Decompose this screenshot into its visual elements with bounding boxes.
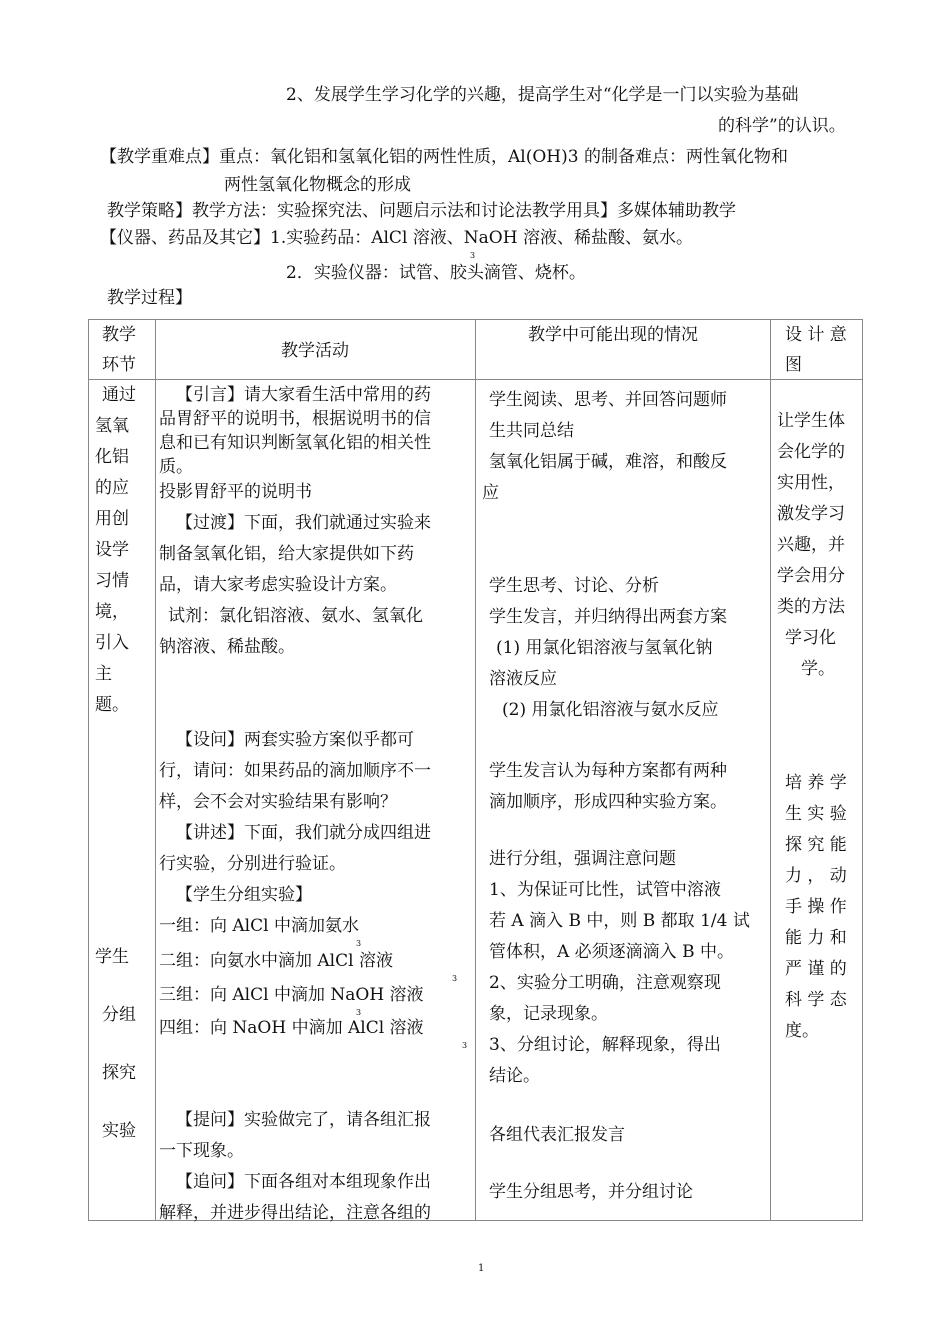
intent-text: 学习化 — [785, 628, 836, 648]
situation-line: 滴加顺序，形成四种实验方案。 — [489, 792, 727, 812]
strategy-line: 教学策略】教学方法：实验探究法、问题启示法和讨论法教学用具】多媒体辅助教学 — [107, 201, 736, 221]
situation-line: 进行分组，强调注意问题 — [489, 849, 676, 869]
activity-line: 品，请大家考虑实验设计方案。 — [159, 575, 397, 595]
activity-line: 【讲述】下面，我们就分成四组进 — [176, 823, 431, 843]
materials-subscript: 3 — [470, 251, 476, 260]
activity-line: 一下现象。 — [159, 1141, 244, 1161]
activity-line: 制备氢氧化铝，给大家提供如下药 — [159, 544, 414, 564]
stage-text: 氢氧 — [95, 416, 129, 436]
activity-line: 品胃舒平的说明书，根据说明书的信 — [159, 409, 431, 429]
intent-text: 手 操 作 — [785, 897, 847, 917]
situation-line: 溶液反应 — [489, 669, 557, 689]
activity-line: 二组：向氨水中滴加 AlCl 溶液 — [159, 951, 393, 971]
activity-line: 行，请问：如果药品的滴加顺序不一 — [159, 761, 431, 781]
stage-text: 设学 — [95, 540, 129, 560]
situation-line: (1) 用氯化铝溶液与氢氧化钠 — [496, 638, 713, 658]
intent-text: 激发学习 — [777, 504, 845, 524]
situation-line: 象，记录现象。 — [489, 1004, 608, 1024]
stage-text: 题。 — [95, 695, 129, 715]
intent-column — [771, 380, 863, 1221]
situation-line: 管体积，A 必须逐滴滴入 B 中。 — [489, 942, 734, 962]
situation-line: 学生阅读、思考、并回答问题师 — [489, 390, 727, 410]
activity-line: 【追问】下面各组对本组现象作出 — [176, 1172, 431, 1192]
situation-line: 学生发言，并归纳得出两套方案 — [489, 607, 727, 627]
header-stage-line-1: 教学 — [102, 325, 136, 345]
situation-line: 3、分组讨论，解释现象，得出 — [489, 1035, 721, 1055]
stage-text: 引入 — [95, 633, 129, 653]
situation-line: 结论。 — [489, 1066, 540, 1086]
intent-text: 严 谨 的 — [785, 959, 847, 979]
intent-text: 生 实 验 — [785, 804, 847, 824]
situation-line: 2、实验分工明确，注意观察现 — [489, 973, 721, 993]
intent-text: 兴趣，并 — [777, 535, 845, 555]
intent-text: 探 究 能 — [785, 835, 847, 855]
activity-line: 行实验，分别进行验证。 — [159, 854, 346, 874]
stage-text: 用创 — [95, 509, 129, 529]
activity-line: 四组：向 NaOH 中滴加 AlCl 溶液 — [159, 1018, 424, 1038]
header-stage-line-2: 环节 — [102, 355, 136, 375]
header-intent-line-2: 图 — [785, 355, 802, 375]
subscript-3: 3 — [452, 974, 458, 983]
situation-line: 学生分组思考，并分组讨论 — [489, 1182, 693, 1202]
key-points-line-2: 两性氢氧化物概念的形成 — [224, 175, 411, 195]
goal-2-line-1: 2、发展学生学习化学的兴趣，提高学生对“化学是一门以实验为基础 — [286, 85, 799, 105]
stage-column — [89, 380, 156, 1221]
intent-text: 度。 — [785, 1021, 819, 1041]
key-points-line-1: 【教学重难点】重点：氧化铝和氢氧化铝的两性性质，Al(OH)3 的制备难点：两性氧化物和 — [100, 147, 788, 167]
header-activity-label: 教学活动 — [281, 341, 349, 361]
stage-text: 的应 — [95, 478, 129, 498]
instruments-line: 2．实验仪器：试管、胶头滴管、烧杯。 — [286, 263, 586, 283]
header-activity — [156, 320, 476, 380]
activity-line: 试剂：氯化铝溶液、氨水、氢氧化 — [168, 606, 423, 626]
situation-line: 氢氧化铝属于碱，难溶，和酸反 — [489, 452, 727, 472]
activity-line: 钠溶液、稀盐酸。 — [159, 637, 295, 657]
subscript-3: 3 — [462, 1041, 468, 1050]
process-heading: 教学过程】 — [107, 288, 192, 308]
situation-line: 生共同总结 — [489, 421, 574, 441]
stage-text: 分组 — [102, 1005, 136, 1025]
intent-text: 学会用分 — [777, 566, 845, 586]
situation-line: 若 A 滴入 B 中，则 B 都取 1/4 试 — [489, 911, 750, 931]
intent-text: 让学生体 — [777, 411, 845, 431]
activity-column — [156, 380, 476, 1221]
situation-line: 应 — [482, 483, 499, 503]
situation-line: 各组代表汇报发言 — [489, 1125, 625, 1145]
activity-line: 样，会不会对实验结果有影响？ — [159, 792, 397, 812]
page-number: 1 — [478, 1263, 485, 1274]
header-intent — [771, 320, 863, 380]
activity-line: 解释，并进步得出结论，注意各组的 — [159, 1203, 431, 1223]
stage-text: 实验 — [102, 1121, 136, 1141]
activity-line: 【过渡】下面，我们就通过实验来 — [176, 513, 431, 533]
situation-column — [476, 380, 771, 1221]
activity-line: 【提问】实验做完了，请各组汇报 — [176, 1110, 431, 1130]
intent-text: 能 力 和 — [785, 928, 847, 948]
activity-line: 一组：向 AlCl 中滴加氨水 — [159, 916, 359, 936]
intent-text: 实用性， — [777, 473, 845, 493]
intent-text: 培 养 学 — [785, 773, 847, 793]
header-situation-label: 教学中可能出现的情况 — [528, 325, 698, 345]
activity-line: 【设问】两套实验方案似乎都可 — [176, 730, 414, 750]
header-stage — [89, 320, 156, 380]
activity-line: 【引言】请大家看生活中常用的药 — [176, 385, 431, 405]
situation-line: 1、为保证可比性，试管中溶液 — [489, 880, 721, 900]
stage-text: 探究 — [102, 1063, 136, 1083]
activity-line: 投影胃舒平的说明书 — [159, 482, 312, 502]
intent-text: 类的方法 — [777, 597, 845, 617]
activity-line: 质。 — [159, 457, 193, 477]
intent-text: 力 ， 动 — [785, 866, 847, 886]
situation-line: 学生思考、讨论、分析 — [489, 576, 659, 596]
activity-line: 三组：向 AlCl 中滴加 NaOH 溶液 — [159, 985, 424, 1005]
intent-text: 学。 — [801, 659, 835, 679]
activity-line: 息和已有知识判断氢氧化铝的相关性 — [159, 433, 431, 453]
intent-text: 科 学 态 — [785, 990, 847, 1010]
subscript-3: 3 — [356, 939, 362, 948]
stage-text: 主 — [95, 664, 112, 684]
stage-text: 学生 — [95, 947, 129, 967]
stage-text: 化铝 — [95, 447, 129, 467]
situation-line: (2) 用氯化铝溶液与氨水反应 — [502, 700, 719, 720]
materials-line: 【仪器、药品及其它】1.实验药品：AlCl 溶液、NaOH 溶液、稀盐酸、氨水。 — [100, 228, 693, 248]
stage-text: 通过 — [102, 385, 136, 405]
header-intent-line-1: 设 计 意 — [785, 325, 847, 345]
table-body-row — [89, 380, 863, 1221]
subscript-3: 3 — [356, 1008, 362, 1017]
stage-text: 境， — [95, 602, 129, 622]
situation-line: 学生发言认为每种方案都有两种 — [489, 761, 727, 781]
goal-2-line-2: 的科学”的认识。 — [718, 116, 846, 136]
lesson-table — [88, 319, 863, 1221]
table-header-row — [89, 320, 863, 380]
intent-text: 会化学的 — [777, 442, 845, 462]
header-situation — [476, 320, 771, 380]
activity-line: 【学生分组实验】 — [176, 885, 312, 905]
stage-text: 习情 — [95, 571, 129, 591]
